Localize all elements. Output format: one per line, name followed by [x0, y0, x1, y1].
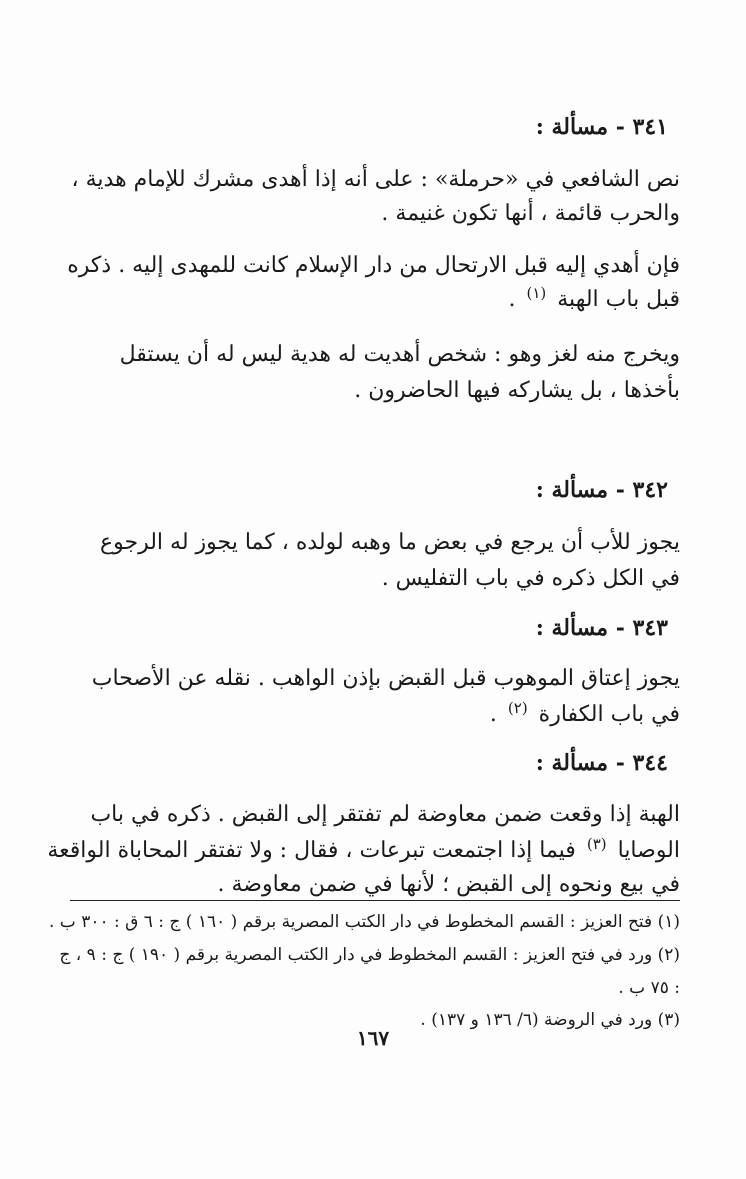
section-heading-342: ٣٤٢ - مسألة :	[535, 477, 668, 503]
paragraph-line: يجوز للأب أن يرجع في بعض ما وهبه لولده ، كما يجوز له الرجوع	[100, 530, 680, 555]
paragraph-line	[47, 836, 680, 866]
paragraph-line: بأخذها ، بل يشاركه فيها الحاضرون .	[354, 378, 680, 403]
footnote-1: (١) فتح العزيز : القسم المخطوط في دار الكتب المصرية برقم ( ١٦٠ ) ج : ٦ ق : ٣٠٠ ب .	[48, 912, 680, 932]
paragraph-text: في باب الكفارة	[538, 702, 680, 727]
footnote-ref-1: (١)	[526, 283, 547, 302]
paragraph-line: نص الشافعي في «حرملة» : على أنه إذا أهدى مشرك للإمام هدية ،	[71, 167, 680, 192]
paragraph-line: الهبة إذا وقعت ضمن معاوضة لم تفتقر إلى القبض . ذكره في باب	[90, 802, 680, 827]
footnote-separator	[70, 900, 680, 901]
footnote-2: (٢) ورد في فتح العزيز : القسم المخطوط في دار الكتب المصرية برقم ( ١٩٠ ) ج : ٩ ، ج	[59, 945, 680, 965]
paragraph-line: ويخرج منه لغز وهو : شخص أهديت له هدية ليس له أن يستقل	[119, 342, 680, 367]
footnote-ref-2: (٢)	[507, 698, 528, 717]
page-number: ١٦٧	[356, 1026, 390, 1050]
paragraph-line: يجوز إعتاق الموهوب قبل القبض بإذن الواهب . نقله عن الأصحاب	[91, 666, 680, 691]
footnote-ref-3: (٣)	[586, 834, 607, 853]
period: .	[508, 287, 516, 312]
paragraph-line: والحرب قائمة ، أنها تكون غنيمة .	[381, 201, 680, 226]
section-heading-343: ٣٤٣ - مسألة :	[535, 615, 668, 641]
paragraph-text: قبل باب الهبة	[557, 287, 680, 312]
section-heading-344: ٣٤٤ - مسألة :	[535, 750, 668, 776]
period: .	[489, 702, 497, 727]
section-heading-341: ٣٤١ - مسألة :	[535, 114, 668, 140]
paragraph-text: الوصايا	[617, 838, 680, 863]
paragraph-line: في بيع ونحوه إلى القبض ؛ لأنها في ضمن معاوضة .	[217, 872, 680, 897]
footnote-2-continued: : ٧٥ ب .	[618, 978, 680, 998]
paragraph-line	[490, 700, 680, 730]
paragraph-line	[508, 285, 680, 315]
paragraph-text: فيما إذا اجتمعت تبرعات ، فقال : ولا تفتقر المحاباة الواقعة	[47, 838, 576, 863]
paragraph-line: فإن أهدي إليه قبل الارتحال من دار الإسلام كانت للمهدى إليه . ذكره	[67, 253, 680, 278]
footnote-3: (٣) ورد في الروضة (٦/ ١٣٦ و ١٣٧) .	[420, 1010, 680, 1030]
paragraph-line: في الكل ذكره في باب التفليس .	[381, 566, 680, 591]
